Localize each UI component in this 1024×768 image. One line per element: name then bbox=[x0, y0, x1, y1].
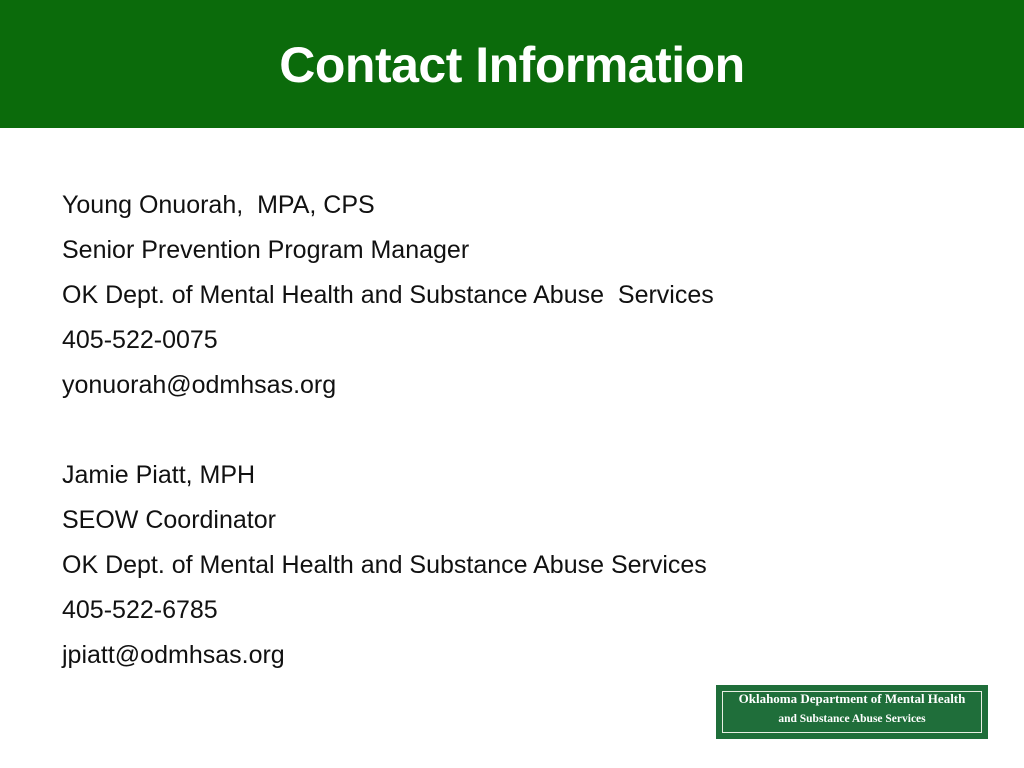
odmhsas-logo bbox=[716, 685, 988, 739]
contact-phone: 405-522-6785 bbox=[62, 596, 218, 624]
contact-name: Young Onuorah, MPA, CPS bbox=[62, 191, 375, 219]
contact-organization: OK Dept. of Mental Health and Substance Abuse Services bbox=[62, 551, 707, 579]
contact-name: Jamie Piatt, MPH bbox=[62, 461, 256, 489]
contact-role: Senior Prevention Program Manager bbox=[62, 236, 470, 264]
slide-title: Contact Information bbox=[279, 37, 745, 93]
contact-email: jpiatt@odmhsas.org bbox=[62, 641, 285, 669]
logo-text-line2: and Substance Abuse Services bbox=[778, 713, 926, 725]
title-bar bbox=[0, 0, 1024, 128]
contact-card-onuorah bbox=[62, 183, 962, 408]
contact-email: yonuorah@odmhsas.org bbox=[62, 371, 337, 399]
contact-organization: OK Dept. of Mental Health and Substance Abuse Services bbox=[62, 281, 714, 309]
contact-list bbox=[62, 183, 962, 678]
contact-role: SEOW Coordinator bbox=[62, 506, 276, 534]
logo-text-line1: Oklahoma Department of Mental Health bbox=[738, 691, 966, 706]
contact-card-piatt bbox=[62, 453, 962, 678]
contact-phone: 405-522-0075 bbox=[62, 326, 218, 354]
